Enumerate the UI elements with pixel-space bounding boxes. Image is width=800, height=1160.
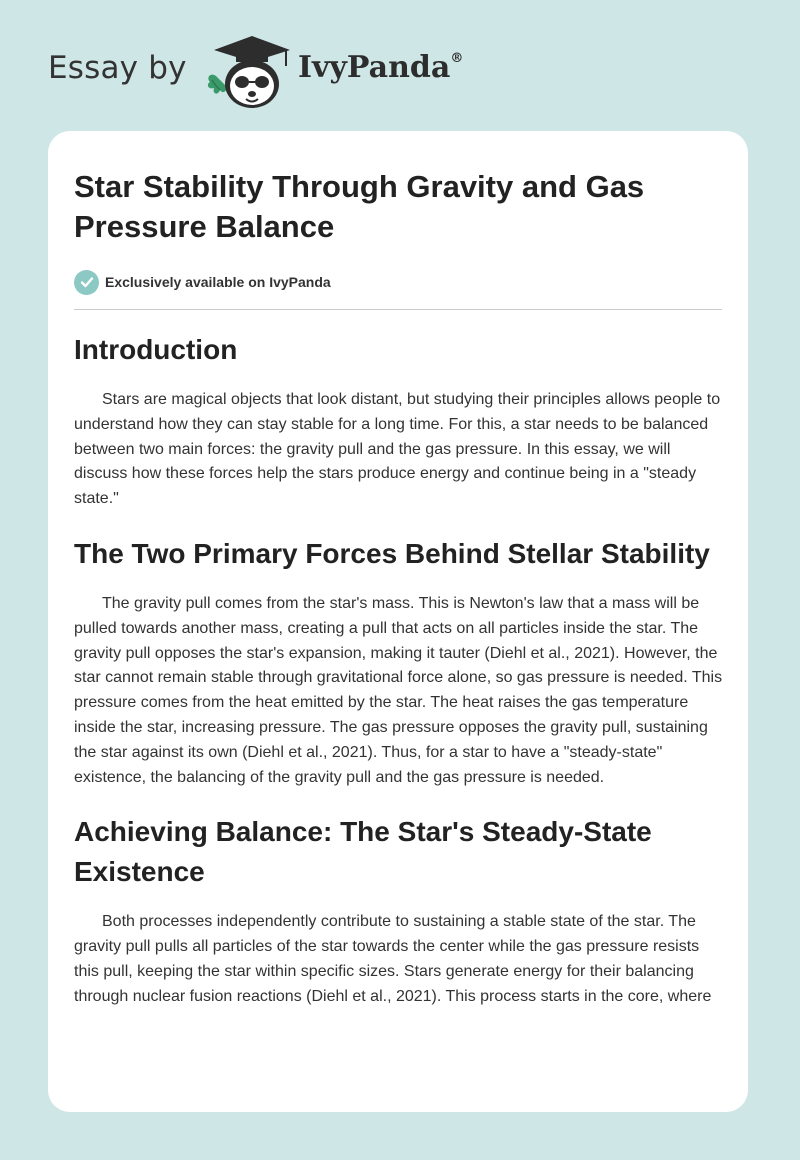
site-header <box>0 0 800 130</box>
article-title: Star Stability Through Gravity and Gas Pressure Balance <box>74 169 645 244</box>
exclusive-badge <box>74 269 722 295</box>
check-circle-icon <box>74 270 99 295</box>
section-paragraph-achieving-balance: Both processes independently contribute to sustaining a stable state of the star. The gravity pull pulls all particles of the star towards the center while the gas pressure resists this pull, keeping the star within specific sizes. Stars generate energy for their balancing through nuclear fusion reactions (Diehl et al., 2021). This process starts in the core, where <box>74 913 712 1005</box>
section-heading-introduction: Introduction <box>74 334 238 365</box>
section-heading-achieving-balance: Achieving Balance: The Star's Steady-State Existence <box>74 816 652 888</box>
section-paragraph-primary-forces: The gravity pull comes from the star's mass. This is Newton's law that a mass will be pulled towards another mass, creating a pull that acts on all particles inside the star. The gravity pull opposes the star's expansion, making it tauter (Diehl et al., 2021). However, the star cannot remain stable through gravitational force alone, so gas pressure is needed. This pressure comes from the heat emitted by the star. The heat raises the gas temperature inside the star, increasing pressure. The gas pressure opposes the gravity pull, sustaining the star against its own (Diehl et al., 2021). Thus, for a star to have a "steady-state" existence, the balancing of the gravity pull and the gas pressure is needed. <box>74 594 723 786</box>
section-paragraph-introduction: Stars are magical objects that look distant, but studying their principles allows people to understand how they can stay stable for a long time. For this, a star needs to be balanced between two main forces: the gravity pull and the gas pressure. In this essay, we will discuss how these forces help the stars produce energy and continue being in a "steady state." <box>74 391 721 508</box>
registered-mark: ® <box>450 51 464 66</box>
badge-text: Exclusively available on IvyPanda <box>105 274 331 290</box>
brand-name[interactable]: IvyPanda® <box>298 50 464 85</box>
divider <box>74 309 722 310</box>
article-card <box>48 131 748 1112</box>
section-heading-primary-forces: The Two Primary Forces Behind Stellar Stability <box>74 537 710 569</box>
brand-prefix: Essay by <box>48 50 187 86</box>
panda-graduate-icon[interactable] <box>202 34 294 112</box>
